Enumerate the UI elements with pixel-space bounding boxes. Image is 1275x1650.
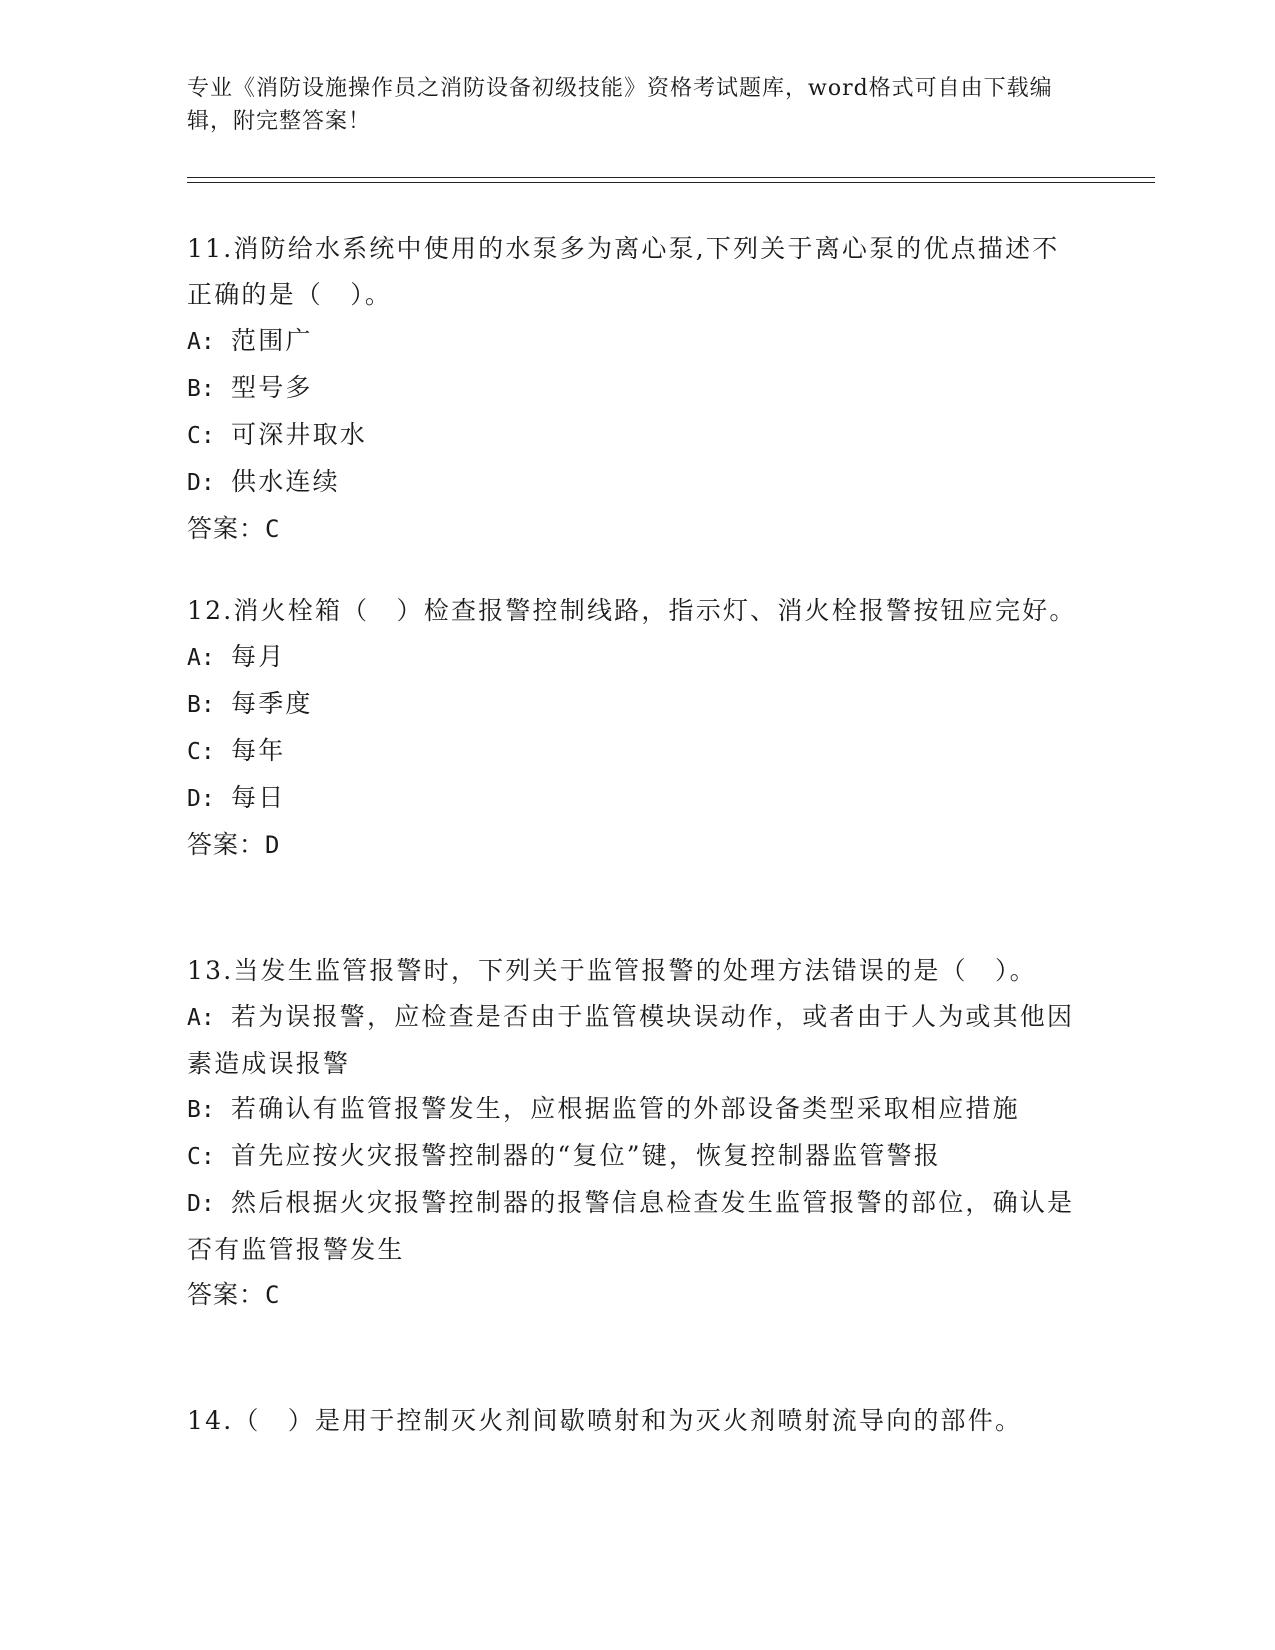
option-b: [187, 365, 1077, 412]
option-letter: D:: [187, 470, 215, 496]
option-a: [187, 994, 1077, 1086]
option-letter: D:: [187, 1191, 215, 1217]
option-text: 每日: [231, 783, 286, 812]
option-b: [187, 1086, 1077, 1133]
option-letter: B:: [187, 1097, 215, 1123]
option-letter: C:: [187, 739, 215, 765]
option-letter: B:: [187, 376, 215, 402]
question-stem: 11.消防给水系统中使用的水泵多为离心泵,下列关于离心泵的优点描述不正确的是（ ）。: [187, 234, 1060, 309]
option-d: [187, 1180, 1077, 1272]
header-divider-top: [187, 177, 1155, 178]
option-letter: A:: [187, 329, 215, 355]
option-c: [187, 728, 1077, 775]
option-text: 供水连续: [231, 467, 340, 496]
question-stem: 12.消火栓箱（ ）检查报警控制线路，指示灯、消火栓报警按钮应完好。: [187, 596, 1077, 625]
option-b: [187, 681, 1077, 728]
option-letter: A:: [187, 645, 215, 671]
option-text: 每季度: [231, 689, 313, 718]
option-text: 首先应按火灾报警控制器的“复位”键，恢复控制器监管警报: [231, 1141, 941, 1170]
option-text: 范围广: [231, 326, 313, 355]
answer-value: D: [265, 831, 281, 859]
question-13: [187, 948, 1077, 1318]
option-letter: D:: [187, 786, 215, 812]
option-text: 可深井取水: [231, 420, 368, 449]
document-header: 专业《消防设施操作员之消防设备初级技能》资格考试题库，word格式可自由下载编辑，附完整答案！: [187, 76, 1053, 134]
question-11: [187, 226, 1077, 552]
answer-label: 答案：: [187, 830, 266, 859]
option-text: 型号多: [231, 373, 313, 402]
answer-line: [187, 1272, 1077, 1318]
option-a: [187, 634, 1077, 681]
answer-label: 答案：: [187, 1280, 266, 1309]
question-stem: 14.（ ）是用于控制灭火剂间歇喷射和为灭火剂喷射流导向的部件。: [187, 1406, 1023, 1435]
option-text: 若为误报警，应检查是否由于监管模块误动作，或者由于人为或其他因素造成误报警: [187, 1002, 1075, 1078]
answer-line: [187, 506, 1077, 552]
question-stem: 13.当发生监管报警时，下列关于监管报警的处理方法错误的是（ ）。: [187, 956, 1037, 985]
question-12: [187, 588, 1077, 868]
answer-value: C: [265, 1281, 281, 1309]
answer-label: 答案：: [187, 514, 266, 543]
option-letter: B:: [187, 692, 215, 718]
question-14: [187, 1398, 1077, 1444]
option-d: [187, 459, 1077, 506]
answer-value: C: [265, 515, 281, 543]
option-text: 每年: [231, 736, 286, 765]
option-letter: C:: [187, 423, 215, 449]
option-text: 若确认有监管报警发生，应根据监管的外部设备类型采取相应措施: [231, 1094, 1020, 1123]
option-letter: C:: [187, 1144, 215, 1170]
option-text: 每月: [231, 642, 286, 671]
option-c: [187, 412, 1077, 459]
option-c: [187, 1133, 1077, 1180]
option-letter: A:: [187, 1005, 215, 1031]
option-d: [187, 775, 1077, 822]
header-divider-bottom: [187, 182, 1155, 183]
answer-line: [187, 822, 1077, 868]
option-text: 然后根据火灾报警控制器的报警信息检查发生监管报警的部位，确认是否有监管报警发生: [187, 1188, 1075, 1264]
option-a: [187, 318, 1077, 365]
